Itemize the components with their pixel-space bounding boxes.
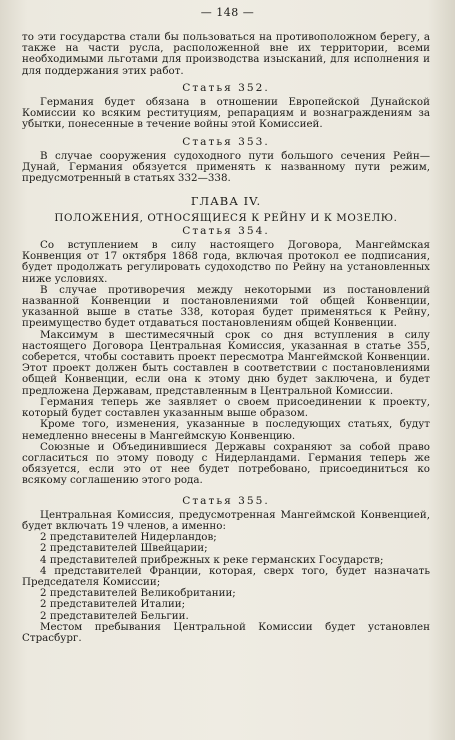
article-354-heading: Статья 354. xyxy=(182,224,270,237)
member-item: 2 представителей Италии; xyxy=(40,598,186,611)
member-item: 2 представителей Нидерландов; xyxy=(40,531,217,544)
page-body xyxy=(22,32,430,644)
article-352-heading: Статья 352. xyxy=(182,81,270,94)
member-item: 2 представителей Великобритании; xyxy=(40,587,236,600)
article-353-heading: Статья 353. xyxy=(182,135,270,148)
article-354-paragraph-4: Германия теперь же заявляет о своем присоединении к проекту, который будет составлен указанным выше образом. xyxy=(22,395,430,420)
page-number: — 148 — xyxy=(200,6,255,19)
chapter-title: ГЛАВА IV. xyxy=(190,194,262,209)
article-354-paragraph-2: В случае противоречия между некоторыми из постановлений названной Конвенции и постановлениями той общей Конвенции, указанной выше в статье 338, которая будет применяться к Рейну, преимущество будет отдаваться постановлениям общей Конвенции. xyxy=(22,283,430,330)
article-354-paragraph-5: Кроме того, изменения, указанные в последующих статьях, будут немедленно внесены в Мангеймскую Конвенцию. xyxy=(22,418,430,442)
article-355-intro: Центральная Комиссия, предусмотренная Мангеймской Конвенцией, будет включать 19 членов, а именно: xyxy=(22,508,430,532)
article-354-paragraph-1: Со вступлением в силу настоящего Договора, Мангеймская Конвенция от 17 октября 1868 года, включая протокол ее подписания, будет продолжать регулировать судоходство по Рейну на установленных ниже условиях. xyxy=(22,239,430,285)
article-355-heading: Статья 355. xyxy=(182,494,270,507)
member-item: 2 представителей Бельгии. xyxy=(40,609,189,622)
intro-paragraph: то эти государства стали бы пользоваться на противоположном берегу, а также на части русла, расположенной вне их территории, всеми необходимыми льготами для производства изысканий, для исполнения и для поддержания этих работ. xyxy=(22,31,430,77)
member-item: 4 представителей прибрежных к реке германских Государств; xyxy=(40,553,384,566)
chapter-subtitle: ПОЛОЖЕНИЯ, ОТНОСЯЩИЕСЯ К РЕЙНУ И К МОЗЕЛЮ. xyxy=(54,211,398,224)
member-item: 4 представителей Франции, которая, сверх того, будет назначать Председателя Комиссии; xyxy=(22,564,430,588)
article-355-closing: Местом пребывания Центральной Комиссии будет установлен Страсбург. xyxy=(22,620,430,644)
article-354-paragraph-3: Максимум в шестимесячный срок со дня вступления в силу настоящего Договора Центральная Комиссия, указанная в статье 355, соберется, чтобы составить проект пересмотра Мангеймской Конвенции. Этот проект должен быть составлен в соответствии с постановлениями общей Конвенции, если она к этому дню будет заключена, и будет предложена Державам, представленным в Центральной Комиссии. xyxy=(22,328,430,397)
member-item: 2 представителей Швейцарии; xyxy=(40,542,208,555)
article-352-paragraph: Германия будет обязана в отношении Европейской Дунайской Комиссии ко всяким реституциям, репарациям и вознаграждениям за убытки, понесенные в течение войны этой Комиссией. xyxy=(22,96,430,131)
article-353-paragraph: В случае сооружения судоходного пути большого сечения Рейн—Дунай, Германия обязуется применять к названному пути режим, предусмотренный в статьях 332—338. xyxy=(22,149,430,185)
article-354-paragraph-6: Союзные и Объединившиеся Державы сохраняют за собой право согласиться по этому поводу с Нидерландами. Германия теперь же обязуется, если это от нее будет потребовано, присоединиться ко всякому соглашению этого рода. xyxy=(22,440,430,487)
